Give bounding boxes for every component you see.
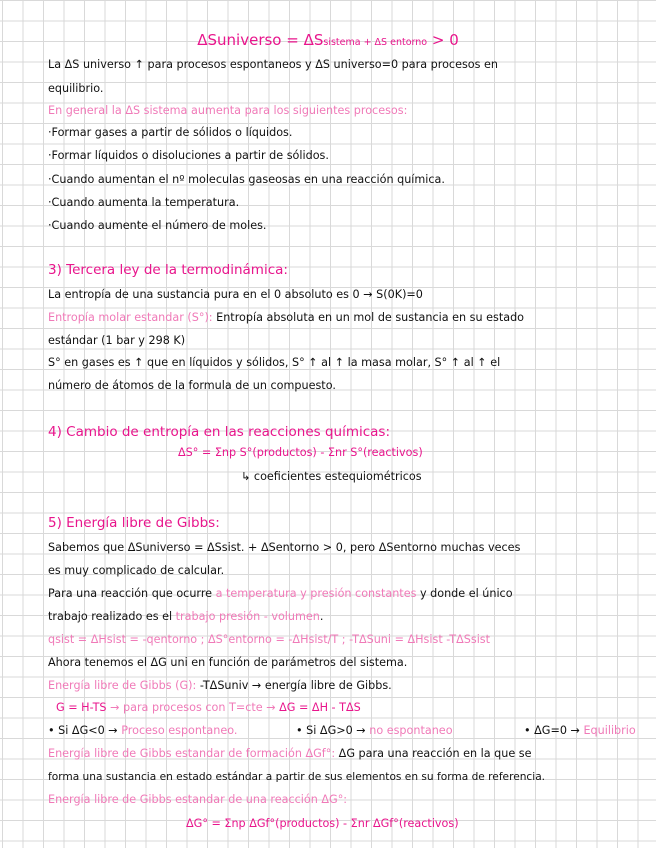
section-5-line-3: Para una reacción que ocurre a temperatura y presión constantes y donde el único <box>48 587 513 600</box>
third-law-statement: La entropía de una sustancia pura en el 0 absoluto es 0 → S(0K)=0 <box>48 288 423 301</box>
gibbs-equation: G = H-TS → para procesos con T=cte → ΔG = ΔH - TΔS <box>56 701 361 714</box>
section-5-line-2: es muy complicado de calcular. <box>48 564 225 577</box>
title-part-a: ΔSuniverso = ΔS <box>197 31 324 49</box>
standard-reaction-gibbs: Energía libre de Gibbs estandar de una reacción ΔG°: <box>48 793 348 806</box>
gibbs-definition: Energía libre de Gibbs (G): -TΔSuniv → energía libre de Gibbs. <box>48 679 392 692</box>
entropy-trends-line-1: S° en gases es ↑ que en líquidos y sólidos, S° ↑ al ↑ la masa molar, S° ↑ al ↑ el <box>48 356 501 369</box>
intro-line-2: equilibrio. <box>48 82 104 95</box>
standard-state-line: estándar (1 bar y 298 K) <box>48 334 186 347</box>
spontaneity-conditions: • Si ΔG<0 → Proceso espontaneo. <box>48 724 238 737</box>
section-5-line-1: Sabemos que ΔSuniverso = ΔSsist. + ΔSentorno > 0, pero ΔSentorno muchas veces <box>48 541 521 554</box>
list-item: ·Cuando aumente el número de moles. <box>48 219 267 232</box>
section-5-line-4: trabajo realizado es el trabajo presión - volumen. <box>48 610 324 623</box>
reaction-entropy-formula: ΔS° = Σnp S°(productos) - Σnr S°(reactivos) <box>178 446 423 459</box>
list-item: ·Cuando aumenta la temperatura. <box>48 196 240 209</box>
list-item: ·Formar líquidos o disoluciones a partir de sólidos. <box>48 149 329 162</box>
section-5-title: 5) Energía libre de Gibbs: <box>48 515 220 531</box>
list-item: ·Formar gases a partir de sólidos o líquidos. <box>48 126 293 139</box>
constant-conditions: a temperatura y presión constantes <box>215 587 417 600</box>
molar-entropy-term: Entropía molar estandar (S°): <box>48 311 213 324</box>
reaction-gibbs-formula: ΔG° = Σnp ΔGf°(productos) - Σnr ΔGf°(reactivos) <box>186 817 459 830</box>
stoichiometric-note: ↳ coeficientes estequiométricos <box>241 470 422 483</box>
entropy-trends-line-2: número de átomos de la formula de un compuesto. <box>48 379 336 392</box>
molar-entropy-text: Entropía absoluta en un mol de sustancia en su estado <box>212 311 525 324</box>
title-part-c: > 0 <box>427 31 459 49</box>
gibbs-term: Energía libre de Gibbs (G): <box>48 679 197 692</box>
section-5-line-6: Ahora tenemos el ΔG uni en función de parámetros del sistema. <box>48 656 408 669</box>
equilibrium-condition: • ΔG=0 → Equilibrio <box>524 724 636 737</box>
page-title <box>0 31 656 52</box>
title-part-b: sistema + ΔS entorno <box>323 37 428 48</box>
standard-formation-gibbs: Energía libre de Gibbs estandar de formación ΔGf°: ΔG para una reacción en la que se <box>48 747 532 760</box>
section-4-title: 4) Cambio de entropía en las reacciones químicas: <box>48 424 391 440</box>
molar-entropy-definition <box>48 311 524 325</box>
standard-formation-line-2: forma una sustancia en estado estándar a partir de sus elementos en su forma de referencia. <box>48 771 546 783</box>
list-item: ·Cuando aumentan el nº moleculas gaseosas en una reacción química. <box>48 173 445 186</box>
intro-line-1: La ΔS universo ↑ para procesos espontaneos y ΔS universo=0 para procesos en <box>48 58 498 71</box>
general-processes-heading: En general la ΔS sistema aumenta para los siguientes procesos: <box>48 104 408 117</box>
non-spontaneous-condition: • Si ΔG>0 → no espontaneo <box>296 724 453 737</box>
entropy-equations: qsist = ΔHsist = -qentorno ; ΔS°entorno = -ΔHsist/T ; -TΔSuni = ΔHsist -TΔSsist <box>48 633 491 646</box>
pressure-volume-work: trabajo presión - volumen <box>175 610 320 623</box>
standard-formation-term: Energía libre de Gibbs estandar de formación ΔGf°: <box>48 747 336 760</box>
section-3-title: 3) Tercera ley de la termodinámica: <box>48 262 288 278</box>
